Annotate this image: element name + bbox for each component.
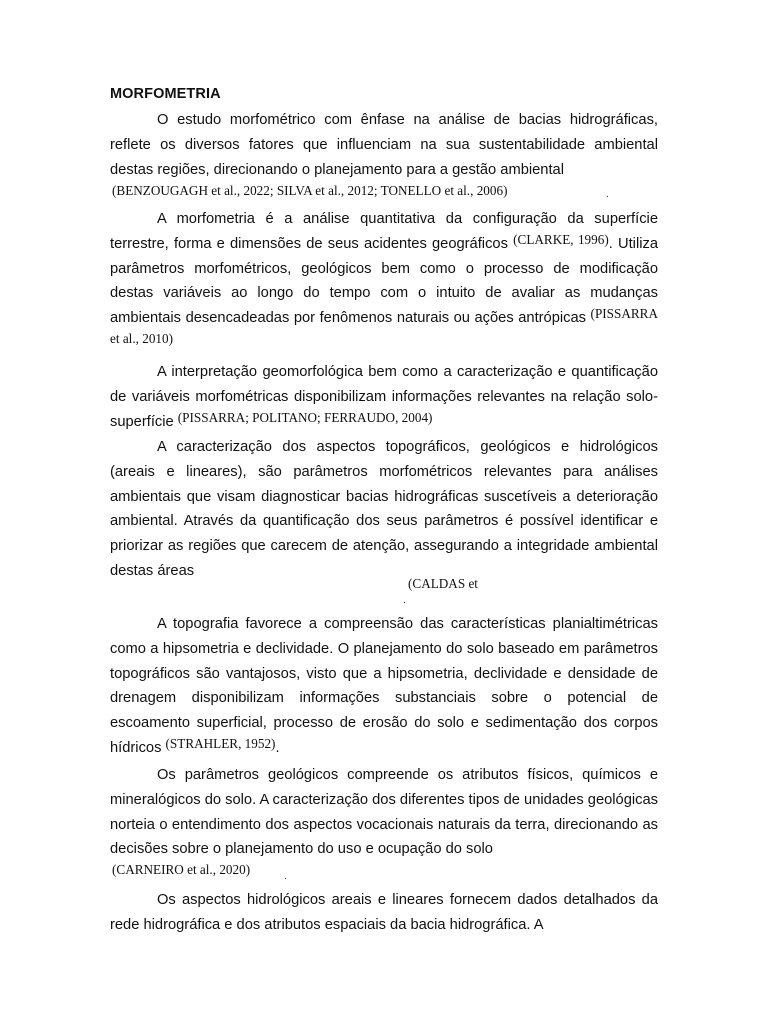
paragraph-1 xyxy=(110,108,658,182)
paragraph-5-citation: (STRAHLER, 1952) xyxy=(165,735,276,751)
paragraph-2-text: A morfometria é a análise quantitativa da configuração da superfície terrestre, forma e dimensões de seus acidentes geográficos xyxy=(110,211,658,252)
paragraph-4-end: . xyxy=(403,595,406,606)
paragraph-3-text: A interpretação geomorfológica bem como a caracterização e quantificação de variáveis morfométricas disponibilizam informações relevantes na relação solo-superfície xyxy=(110,364,658,430)
paragraph-3 xyxy=(110,360,658,434)
paragraph-4-text: A caracterização dos aspectos topográficos, geológicos e hidrológicos (areais e lineares), são parâmetros morfométricos relevantes para análises ambientais que visam diagnosticar bacias hidrográficas suscetíveis a deterioração ambiental. Através da quantificação dos seus parâmetros é possível identificar e priorizar as regiões que carecem de atenção, assegurando a integridade ambiental destas áreas xyxy=(110,439,658,579)
paragraph-2-citation2: (PISSARRA et al., 2010) xyxy=(110,306,658,346)
paragraph-1-text: O estudo morfométrico com ênfase na análise de bacias hidrográficas, reflete os diversos fatores que influenciam na sua sustentabilidade ambiental destas regiões, direcionando o planejamento para a gestão ambiental xyxy=(110,112,658,178)
paragraph-4 xyxy=(110,435,658,584)
paragraph-1-end: . xyxy=(606,189,609,200)
paragraph-1-citation: (BENZOUGAGH et al., 2022; SILVA et al., 2012; TONELLO et al., 2006) xyxy=(112,183,508,198)
paragraph-3-citation: (PISSARRA; POLITANO; FERRAUDO, 2004) xyxy=(177,409,433,425)
paragraph-2-text2: . Utiliza parâmetros morfométricos, geológicos bem como o processo de modificação destas variáveis ao longo do tempo com o intuito de avaliar as mudanças ambientais desencadeadas por fenômenos naturais ou ações antrópicas xyxy=(110,235,658,327)
paragraph-6-citation: (CARNEIRO et al., 2020) xyxy=(112,862,251,877)
paragraph-2 xyxy=(110,207,658,356)
paragraph-6-text: Os parâmetros geológicos compreende os atributos físicos, químicos e mineralógicos do solo. A caracterização dos diferentes tipos de unidades geológicas norteia o entendimento dos aspectos vocacionais naturais da terra, direcionando as decisões sobre o planejamento do uso e ocupação do solo xyxy=(110,767,658,858)
paragraph-7-text: Os aspectos hidrológicos areais e lineares fornecem dados detalhados da rede hidrográfica e dos atributos espaciais da bacia hidrográfica. A xyxy=(110,892,658,933)
paragraph-2-citation: (CLARKE, 1996) xyxy=(513,231,609,247)
paragraph-7 xyxy=(110,888,658,938)
section-heading: MORFOMETRIA xyxy=(110,86,221,102)
paragraph-6 xyxy=(110,763,658,862)
paragraph-5 xyxy=(110,612,658,761)
paragraph-5-end: . xyxy=(275,739,280,756)
paragraph-6-end: . xyxy=(284,871,287,882)
paragraph-5-text: A topografia favorece a compreensão das características planialtimétricas como a hipsometria e declividade. O planejamento do solo baseado em parâmetros topográficos são vantajosos, visto que a hipsometria, declividade e densidade de drenagem disponibilizam informações substanciais sobre o potencial de escoamento superficial, processo de erosão do solo e sedimentação dos corpos hídricos xyxy=(110,616,658,756)
paragraph-4-citation: (CALDAS et xyxy=(408,576,478,591)
